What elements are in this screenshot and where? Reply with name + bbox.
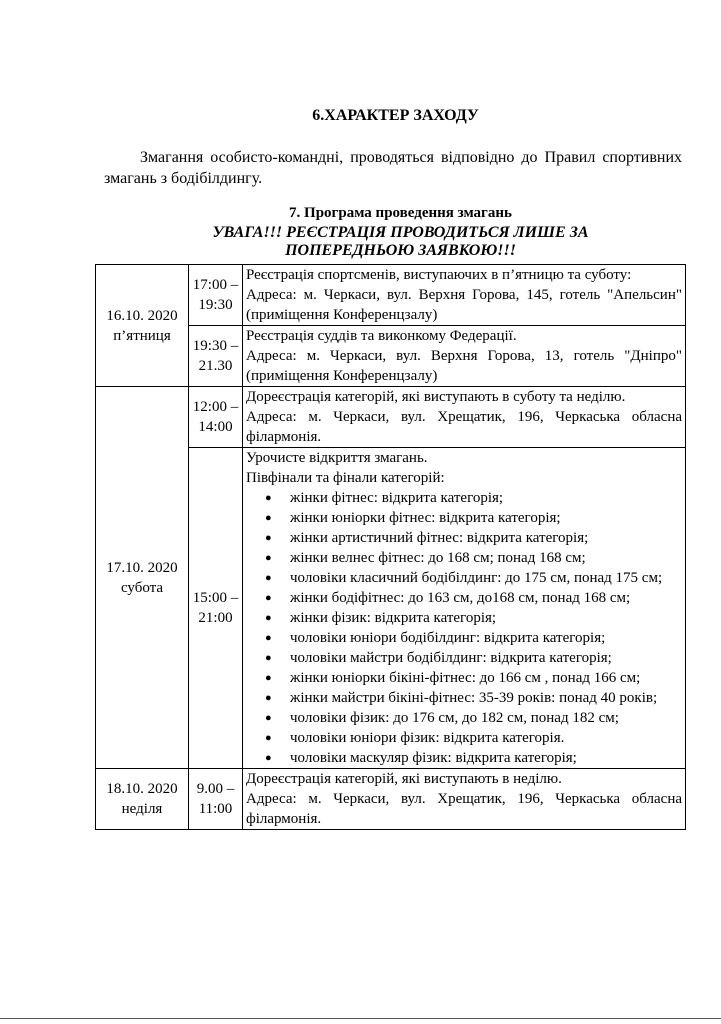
bullet-icon: ● bbox=[265, 712, 272, 724]
description-cell bbox=[243, 769, 686, 830]
categories-intro: Півфінали та фінали категорій: bbox=[246, 470, 445, 486]
category-text: чоловіки юніори бодібілдинг: відкрита категорія; bbox=[290, 630, 606, 646]
bullet-icon: ● bbox=[265, 552, 272, 564]
bullet-icon: ● bbox=[265, 512, 272, 524]
category-list-item bbox=[265, 748, 682, 768]
description-cell bbox=[243, 448, 686, 769]
category-list-item bbox=[265, 628, 682, 648]
address-line: Адреса: м. Черкаси, вул. Хрещатик, 196, Черкаська обласна філармонія. bbox=[246, 791, 682, 827]
program-table bbox=[95, 264, 686, 830]
address-line: Адреса: м. Черкаси, вул. Хрещатик, 196, Черкаська обласна філармонія. bbox=[246, 409, 682, 445]
date-cell: 17.10. 2020 субота bbox=[96, 387, 189, 769]
category-text: чоловіки фізик: до 176 см, до 182 см, понад 182 см; bbox=[290, 710, 619, 726]
bullet-icon: ● bbox=[265, 652, 272, 664]
category-list-item bbox=[265, 568, 682, 588]
category-text: жінки юніорки фітнес: відкрита категорія; bbox=[290, 510, 561, 526]
category-text: жінки артистичний фітнес: відкрита категорія; bbox=[290, 530, 589, 546]
category-list-item bbox=[265, 528, 682, 548]
bullet-icon: ● bbox=[265, 752, 272, 764]
category-text: жінки фізик: відкрита категорія; bbox=[290, 610, 497, 626]
table-row bbox=[96, 387, 686, 448]
registration-warning-line-2: ПОПЕРЕДНЬОЮ ЗАЯВКОЮ!!! bbox=[285, 242, 516, 259]
time-cell: 15:00 – 21:00 bbox=[189, 448, 243, 769]
time-cell: 9.00 – 11:00 bbox=[189, 769, 243, 830]
category-list-item bbox=[265, 548, 682, 568]
description-line: Реєстрація суддів та виконкому Федерації. bbox=[246, 328, 517, 344]
bullet-icon: ● bbox=[265, 612, 272, 624]
date-cell: 16.10. 2020 п’ятниця bbox=[96, 265, 189, 387]
description-line: Дореєстрація категорій, які виступають в суботу та неділю. bbox=[246, 389, 626, 405]
category-text: жінки майстри бікіні-фітнес: 35-39 років: понад 40 років; bbox=[290, 690, 658, 706]
category-list-item bbox=[265, 728, 682, 748]
category-list-item bbox=[265, 508, 682, 528]
registration-warning bbox=[0, 224, 721, 260]
page-bottom-divider bbox=[0, 1018, 721, 1019]
time-cell: 19:30 – 21.30 bbox=[189, 326, 243, 387]
section-6-heading: 6.ХАРАКТЕР ЗАХОДУ bbox=[312, 107, 479, 124]
category-text: жінки бодіфітнес: до 163 см, до168 см, понад 168 см; bbox=[290, 590, 631, 606]
bullet-icon: ● bbox=[265, 532, 272, 544]
category-text: чоловіки класичний бодібілдинг: до 175 см, понад 175 см; bbox=[290, 570, 663, 586]
category-list-item bbox=[265, 668, 682, 688]
bullet-icon: ● bbox=[265, 692, 272, 704]
table-row bbox=[96, 769, 686, 830]
date-cell: 18.10. 2020 неділя bbox=[96, 769, 189, 830]
bullet-icon: ● bbox=[265, 572, 272, 584]
bullet-icon: ● bbox=[265, 592, 272, 604]
bullet-icon: ● bbox=[265, 672, 272, 684]
time-cell: 17:00 – 19:30 bbox=[189, 265, 243, 326]
address-line: Адреса: м. Черкаси, вул. Верхня Горова, 13, готель "Дніпро" (приміщення Конференцзалу) bbox=[246, 348, 682, 384]
time-cell: 12:00 – 14:00 bbox=[189, 387, 243, 448]
description-line: Реєстрація спортсменів, виступаючих в п’ятницю та суботу: bbox=[246, 267, 632, 283]
category-text: жінки велнес фітнес: до 168 см; понад 168 см; bbox=[290, 550, 586, 566]
category-list-item bbox=[265, 588, 682, 608]
category-list-item bbox=[265, 488, 682, 508]
description-line: Дореєстрація категорій, які виступають в неділю. bbox=[246, 771, 562, 787]
bullet-icon: ● bbox=[265, 732, 272, 744]
category-list bbox=[246, 488, 682, 768]
category-text: жінки юніорки бікіні-фітнес: до 166 см , понад 166 см; bbox=[290, 670, 641, 686]
category-list-item bbox=[265, 708, 682, 728]
description-cell bbox=[243, 326, 686, 387]
bullet-icon: ● bbox=[265, 492, 272, 504]
section-7-heading: 7. Програма проведення змагань bbox=[289, 205, 512, 221]
registration-warning-line-1: УВАГА!!! РЕЄСТРАЦІЯ ПРОВОДИТЬСЯ ЛИШЕ ЗА bbox=[212, 224, 589, 241]
address-line: Адреса: м. Черкаси, вул. Верхня Горова, 145, готель "Апельсин" (приміщення Конференцзалу) bbox=[246, 287, 682, 323]
category-text: чоловіки юніори фізик: відкрита категорія. bbox=[290, 730, 565, 746]
category-text: жінки фітнес: відкрита категорія; bbox=[290, 490, 504, 506]
description-cell bbox=[243, 265, 686, 326]
description-line: Урочисте відкриття змагань. bbox=[246, 450, 428, 466]
description-cell bbox=[243, 387, 686, 448]
category-list-item bbox=[265, 648, 682, 668]
section-6-text: Змагання особисто-командні, проводяться відповідно до Правил спортивних змагань з бодібілдингу. bbox=[104, 149, 682, 187]
category-list-item bbox=[265, 608, 682, 628]
table-row bbox=[96, 265, 686, 326]
category-text: чоловіки маскуляр фізик: відкрита категорія; bbox=[290, 750, 577, 766]
category-text: чоловіки майстри бодібілдинг: відкрита категорія; bbox=[290, 650, 612, 666]
category-list-item bbox=[265, 688, 682, 708]
bullet-icon: ● bbox=[265, 632, 272, 644]
